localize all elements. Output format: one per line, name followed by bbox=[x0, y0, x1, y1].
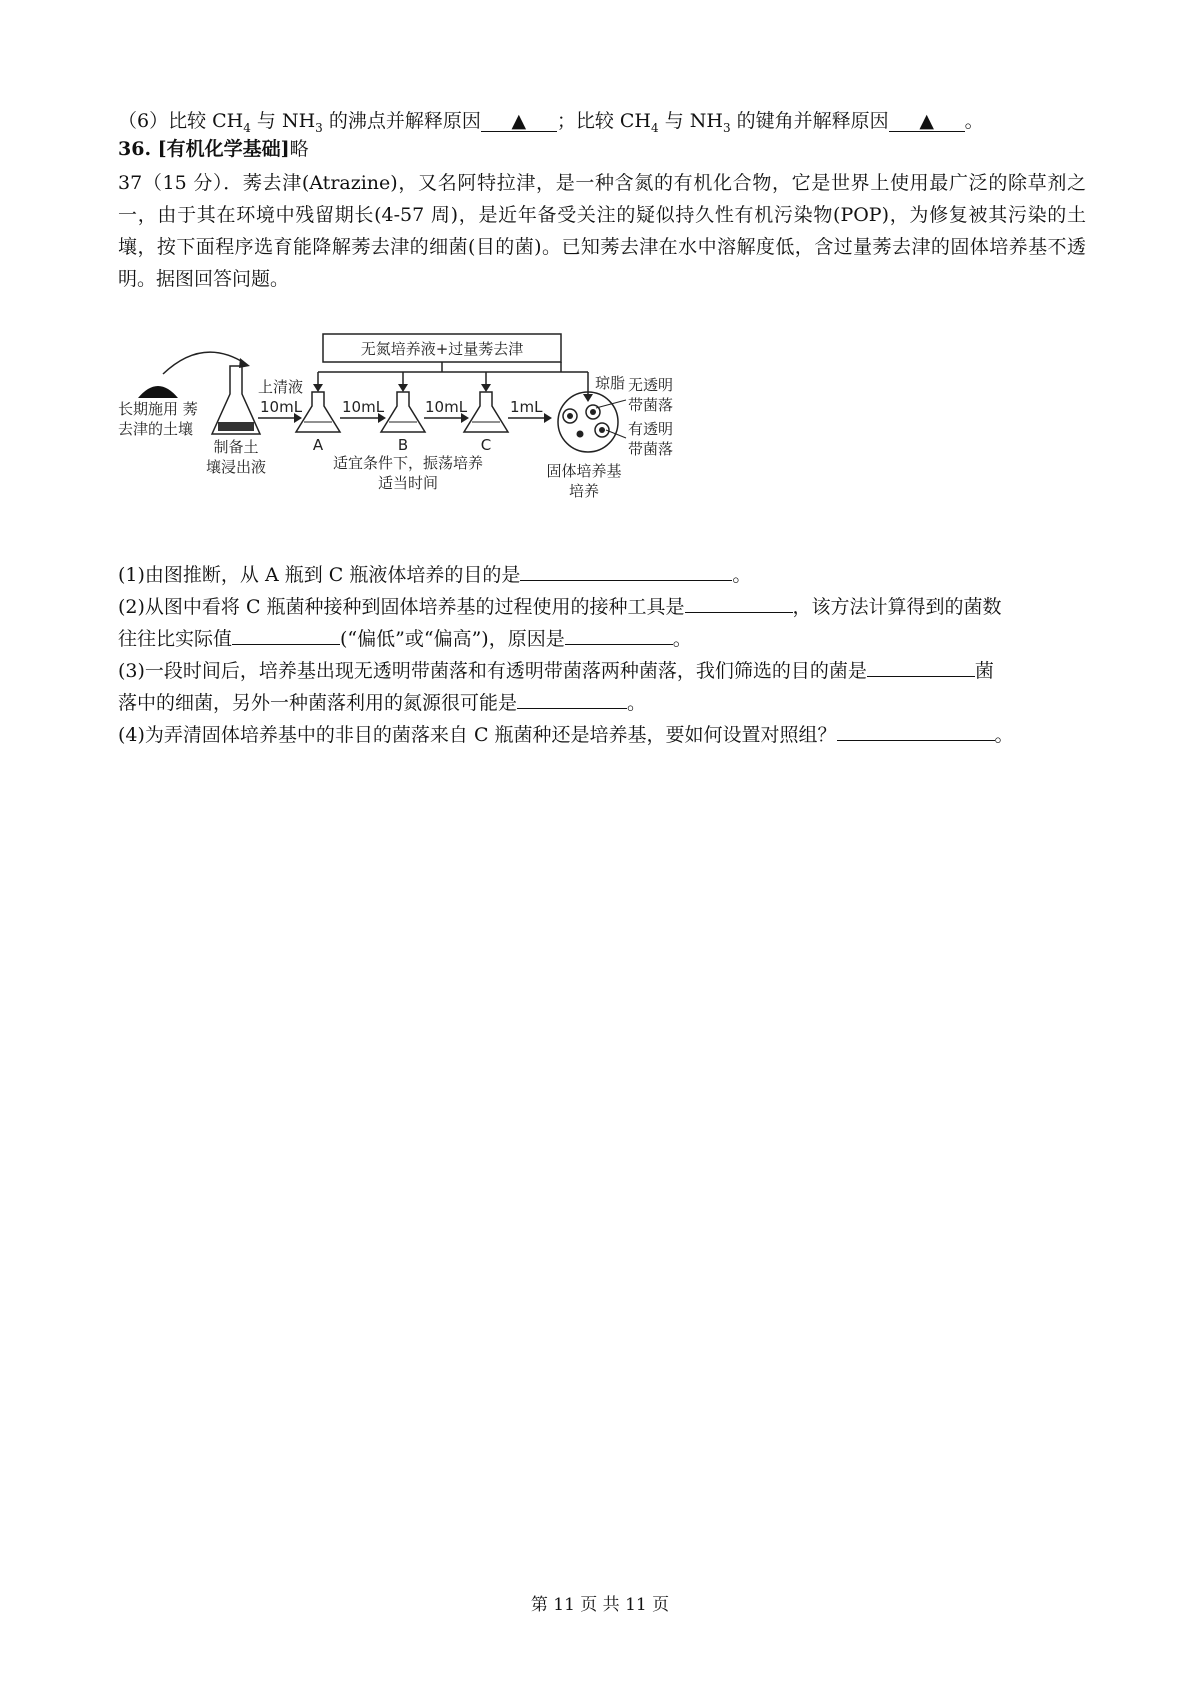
q4-answer-blank[interactable] bbox=[837, 740, 995, 741]
condition-label-2: 适当时间 bbox=[377, 474, 439, 492]
clear-zone-label-1: 有透明 bbox=[628, 420, 674, 438]
flask-c-icon bbox=[464, 392, 508, 432]
q3-text-2: 菌 bbox=[974, 660, 994, 682]
sub-question-2-cont bbox=[118, 626, 692, 653]
q3-text-1: (3)一段时间后，培养基出现无透明带菌落和有透明带菌落两种菌落，我们筛选的目的菌是 bbox=[118, 660, 867, 682]
q2-text-1: (2)从图中看将 C 瓶菌种接种到固体培养基的过程使用的接种工具是 bbox=[118, 596, 685, 618]
q2-end: 。 bbox=[672, 628, 692, 650]
q3-answer-blank-2[interactable] bbox=[517, 708, 627, 709]
q3-answer-blank-1[interactable] bbox=[867, 676, 975, 677]
q6-text-2: 与 NH bbox=[250, 110, 316, 132]
q4-text: (4)为弄清固体培养基中的非目的菌落来自 C 瓶菌种还是培养基，要如何设置对照组？ bbox=[118, 724, 837, 746]
sub-question-4 bbox=[118, 722, 1014, 749]
q4-end: 。 bbox=[994, 724, 1014, 746]
soil-pile-icon bbox=[138, 386, 178, 398]
sub-question-1 bbox=[118, 562, 751, 589]
clear-zone-label-2: 带菌落 bbox=[628, 440, 674, 458]
sub-question-2 bbox=[118, 594, 1002, 621]
question-37-intro: 37（15 分）．莠去津(Atrazine)，又名阿特拉津，是一种含氮的有机化合物，它是世界上使用最广泛的除草剂之一，由于其在环境中残留期长(4-57 周)，是近年备受关注的疑似持久性有机污染物(POP)，为修复被其污染的土壤，按下面程序选育能降解莠去津的细菌(目的菌)。已知莠去津在水中溶解度低，含过量莠去津的固体培养基不透明。据图回答问题。 bbox=[118, 172, 1086, 290]
sub-question-3-cont bbox=[118, 690, 646, 717]
q6-sub-1: 4 bbox=[243, 120, 251, 135]
supernatant-label: 上清液 bbox=[258, 378, 304, 396]
q2-answer-blank-2[interactable] bbox=[232, 644, 340, 645]
q6-text-7: 。 bbox=[964, 110, 984, 132]
q36-title: 36. [有机化学基础] bbox=[118, 138, 290, 160]
q1-answer-blank[interactable] bbox=[520, 580, 732, 581]
q3-end: 。 bbox=[627, 692, 647, 714]
flask-b-icon bbox=[381, 392, 425, 432]
q6-text-6: 的键角并解释原因 bbox=[730, 110, 889, 132]
experiment-diagram bbox=[118, 326, 768, 541]
q6-sub-4: 3 bbox=[722, 120, 731, 135]
flask-a-label: A bbox=[312, 436, 324, 454]
volume-label-1: 10mL bbox=[260, 398, 303, 416]
volume-label-4: 1mL bbox=[510, 398, 543, 416]
page-footer: 第 11 页 共 11 页 bbox=[530, 1595, 670, 1615]
flask-a-icon bbox=[296, 392, 340, 432]
q6-sub-3: 4 bbox=[651, 120, 659, 135]
q6-sub-2: 3 bbox=[315, 120, 323, 135]
sub-question-3 bbox=[118, 658, 994, 685]
agar-label: 琼脂 bbox=[595, 374, 626, 392]
no-clear-zone-label-2: 带菌落 bbox=[628, 396, 674, 414]
q6-text-4: ；比较 CH bbox=[556, 110, 652, 132]
soil-label-2: 去津的土壤 bbox=[118, 420, 194, 438]
volume-label-3: 10mL bbox=[425, 398, 468, 416]
q1-text: (1)由图推断，从 A 瓶到 C 瓶液体培养的目的是 bbox=[118, 564, 521, 586]
q6-text-3: 的沸点并解释原因 bbox=[322, 110, 481, 132]
question-36 bbox=[118, 136, 309, 163]
condition-label-1: 适宜条件下，振荡培养 bbox=[332, 454, 484, 472]
prep-label-2: 壤浸出液 bbox=[205, 458, 267, 476]
prep-label-1: 制备土 bbox=[213, 438, 259, 456]
q6-answer-blank-1[interactable]: ▲ bbox=[481, 111, 557, 132]
q6-answer-blank-2[interactable]: ▲ bbox=[889, 111, 965, 132]
plate-label-2: 培养 bbox=[568, 482, 600, 500]
volume-label-2: 10mL bbox=[342, 398, 385, 416]
q2-text-2: ，该方法计算得到的菌数 bbox=[792, 596, 1002, 618]
q2-answer-blank-3[interactable] bbox=[565, 644, 673, 645]
q3-text-3: 落中的细菌，另外一种菌落利用的氮源很可能是 bbox=[118, 692, 518, 714]
q6-text-5: 与 NH bbox=[658, 110, 723, 132]
nutrient-box-label: 无氮培养液+过量莠去津 bbox=[360, 340, 524, 358]
flask-b-label: B bbox=[397, 436, 409, 454]
plate-label-1: 固体培养基 bbox=[546, 462, 622, 480]
soil-label-1: 长期施用 莠 bbox=[118, 400, 198, 418]
no-clear-zone-label-1: 无透明 bbox=[628, 376, 674, 394]
q6-text-1: （6）比较 CH bbox=[118, 110, 244, 132]
q2-text-3: 往往比实际值 bbox=[118, 628, 233, 650]
flask-c-label: C bbox=[480, 436, 492, 454]
q2-text-4: (“偏低”或“偏高”)，原因是 bbox=[340, 628, 565, 650]
q2-answer-blank-1[interactable] bbox=[685, 612, 793, 613]
q36-text: 略 bbox=[289, 138, 309, 160]
q1-end: 。 bbox=[732, 564, 752, 586]
